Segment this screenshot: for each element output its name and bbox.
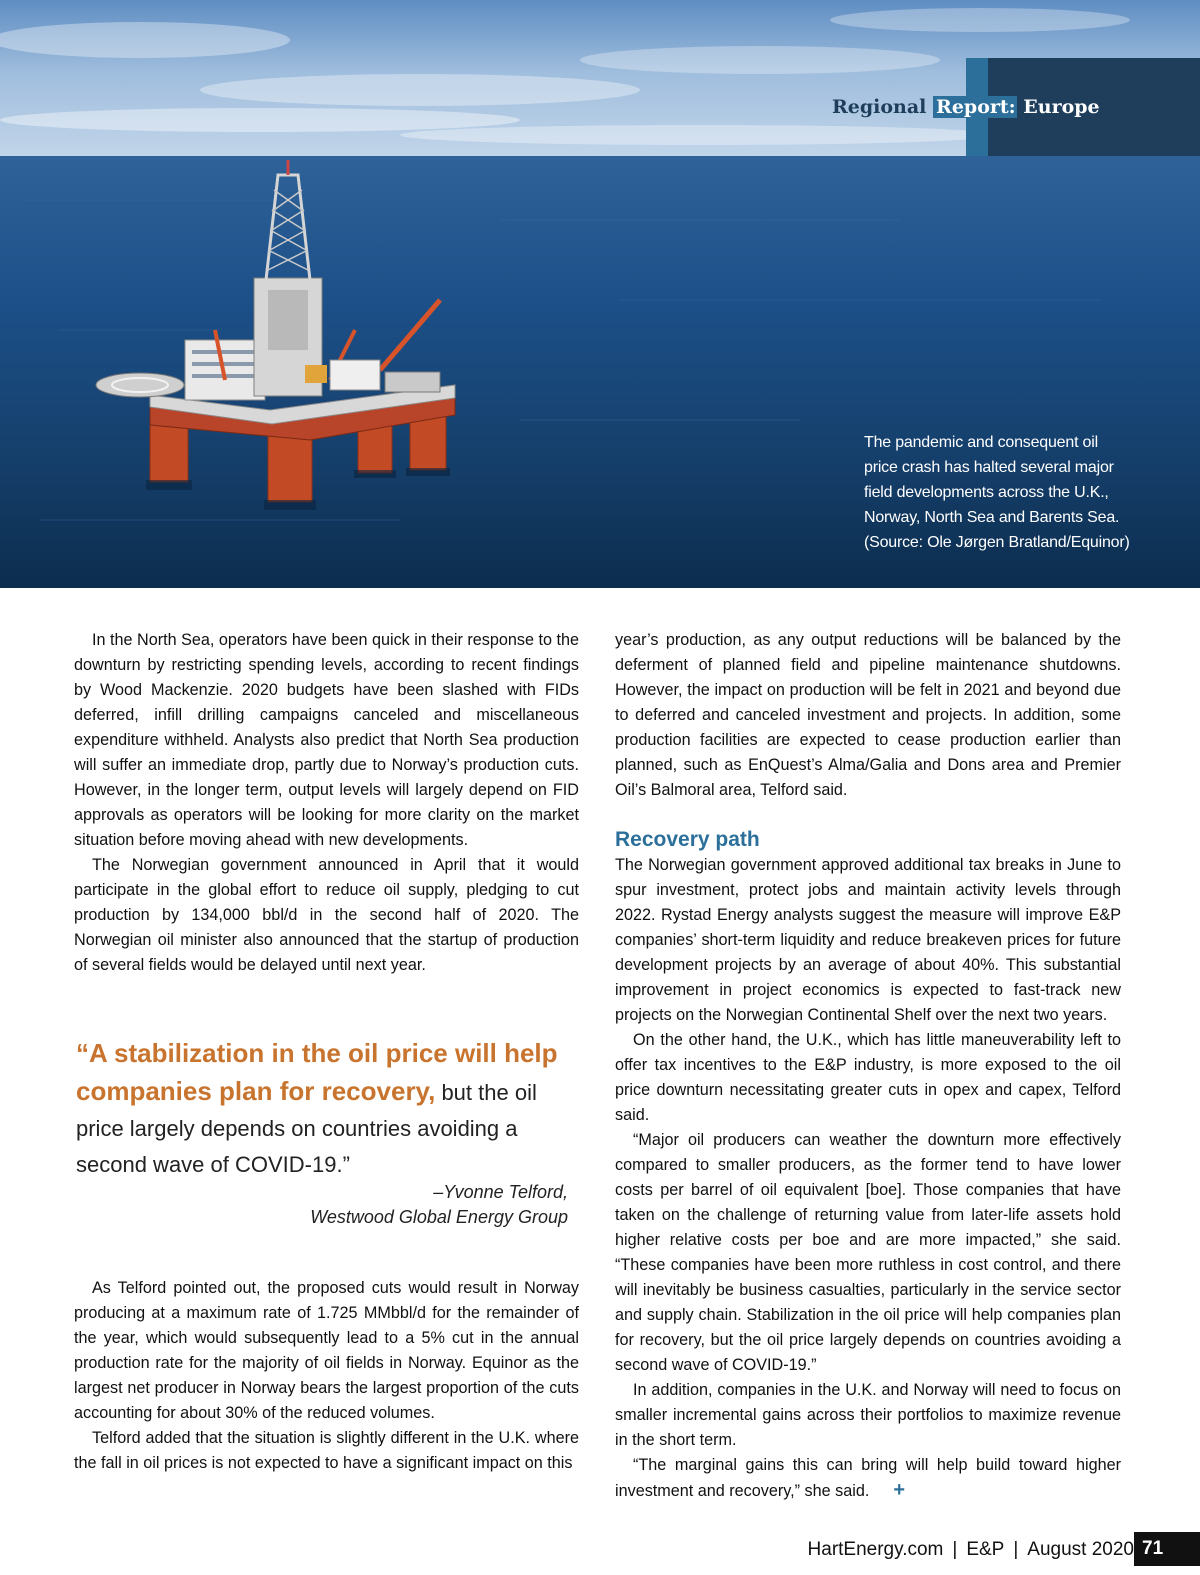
footer-separator: | bbox=[1013, 1539, 1019, 1560]
article-paragraph: In addition, companies in the U.K. and Norway will need to focus on smaller incremental gains across their portfolios to maximize revenue in the short term. bbox=[615, 1381, 1121, 1449]
end-mark-icon: + bbox=[893, 1479, 906, 1501]
article-column-left-bottom bbox=[74, 1276, 579, 1476]
article-paragraph: Telford added that the situation is slightly different in the U.K. where the fall in oil prices is not expected to have a significant impact on this bbox=[74, 1429, 579, 1472]
footer-issue: August 2020 bbox=[1027, 1539, 1134, 1560]
caption-line: field developments across the U.K., bbox=[864, 484, 1109, 501]
pull-quote-text bbox=[76, 1035, 576, 1183]
article-column-right bbox=[615, 628, 1121, 1504]
caption-line: The pandemic and consequent oil bbox=[864, 434, 1098, 451]
pull-quote-attribution-org: Westwood Global Energy Group bbox=[310, 1207, 568, 1227]
caption-line: (Source: Ole Jørgen Bratland/Equinor) bbox=[864, 534, 1130, 551]
article-column-left-top bbox=[74, 628, 579, 978]
section-title-word-2: Report: bbox=[933, 96, 1017, 118]
pull-quote bbox=[76, 1035, 576, 1227]
page-number: 71 bbox=[1134, 1532, 1200, 1566]
pull-quote-highlight: “A stabilization in the oil price will help companies plan for recovery, bbox=[76, 1038, 558, 1106]
pull-quote-body: but the oil price largely depends on countries avoiding a second wave of COVID-19.” bbox=[76, 1080, 537, 1177]
article-paragraph: In the North Sea, operators have been quick in their response to the downturn by restricting spending levels, according to recent findings by Wood Mackenzie. 2020 budgets have been slashed with FIDs deferred, infill drilling campaigns canceled and miscellaneous expenditure withheld. Analysts also predict that North Sea production will suffer an immediate drop, partly due to Norway’s production cuts. However, in the longer term, output levels will largely depend on FID approvals as operators will be looking for more clarity on the market situation before moving ahead with new developments. bbox=[74, 631, 579, 849]
article-paragraph: As Telford pointed out, the proposed cuts would result in Norway producing at a maximum rate of 1.725 MMbbl/d for the remainder of the year, which would subsequently lead to a 5% cut in the annual production rate for the majority of oil fields in Norway. Equinor as the largest net producer in Norway bears the largest proportion of the cuts accounting for about 30% of the reduced volumes. bbox=[74, 1279, 579, 1422]
article-paragraph: The Norwegian government announced in April that it would participate in the global effort to reduce oil supply, pledging to cut production by 134,000 bbl/d in the second half of 2020. The Norwegian oil minister also announced that the startup of production of several fields would be delayed until next year. bbox=[74, 856, 579, 974]
footer-separator: | bbox=[952, 1539, 958, 1560]
article-paragraph: “Major oil producers can weather the downturn more effectively compared to smaller producers, as the former tend to have lower costs per barrel of oil equivalent [boe]. Those companies that have taken on the challenge of returning value from later-life assets hold higher relative costs per boe and are more impacted,” she said. “These companies have been more ruthless in cost control, and there will inevitably be business casualties, particularly in the service sector and supply chain. Stabilization in the oil price will help companies plan for recovery, but the oil price largely depends on countries avoiding a second wave of COVID-19.” bbox=[615, 1131, 1121, 1374]
section-title bbox=[832, 94, 1100, 120]
section-subhead: Recovery path bbox=[615, 828, 760, 851]
section-title-word-3: Europe bbox=[1023, 96, 1100, 118]
caption-line: price crash has halted several major bbox=[864, 459, 1114, 476]
section-title-word-1: Regional bbox=[832, 96, 927, 118]
photo-caption bbox=[864, 430, 1134, 555]
article-paragraph: The Norwegian government approved additional tax breaks in June to spur investment, protect jobs and maintain activity levels through 2022. Rystad Energy analysts suggest the measure will improve E&P companies’ short-term liquidity and reduce breakeven prices for future development projects by an average of about 40%. This substantial improvement in project economics is expected to fast-track new projects on the Norwegian Continental Shelf over the next two years. bbox=[615, 856, 1121, 1024]
footer-site: HartEnergy.com bbox=[807, 1539, 944, 1560]
pull-quote-attribution-name: –Yvonne Telford, bbox=[433, 1182, 568, 1202]
page-footer bbox=[808, 1534, 1134, 1566]
article-paragraph-last bbox=[615, 1453, 1121, 1504]
article-last-text: “The marginal gains this can bring will help build toward higher investment and recovery,” she said. bbox=[615, 1456, 1121, 1500]
hero-photo bbox=[0, 0, 1200, 588]
article-paragraph: year’s production, as any output reductions will be balanced by the deferment of planned field and pipeline maintenance shutdowns. However, the impact on production will be felt in 2021 and beyond due to deferred and canceled investment and projects. In addition, some production facilities are expected to cease production earlier than planned, such as EnQuest’s Alma/Galia and Dons area and Premier Oil’s Balmoral area, Telford said. bbox=[615, 631, 1121, 799]
caption-line: Norway, North Sea and Barents Sea. bbox=[864, 509, 1120, 526]
article-paragraph: On the other hand, the U.K., which has little maneuverability left to offer tax incentives to the E&P industry, is more exposed to the oil price downturn necessitating greater cuts in opex and capex, Telford said. bbox=[615, 1031, 1121, 1124]
footer-publication: E&P bbox=[966, 1539, 1005, 1560]
